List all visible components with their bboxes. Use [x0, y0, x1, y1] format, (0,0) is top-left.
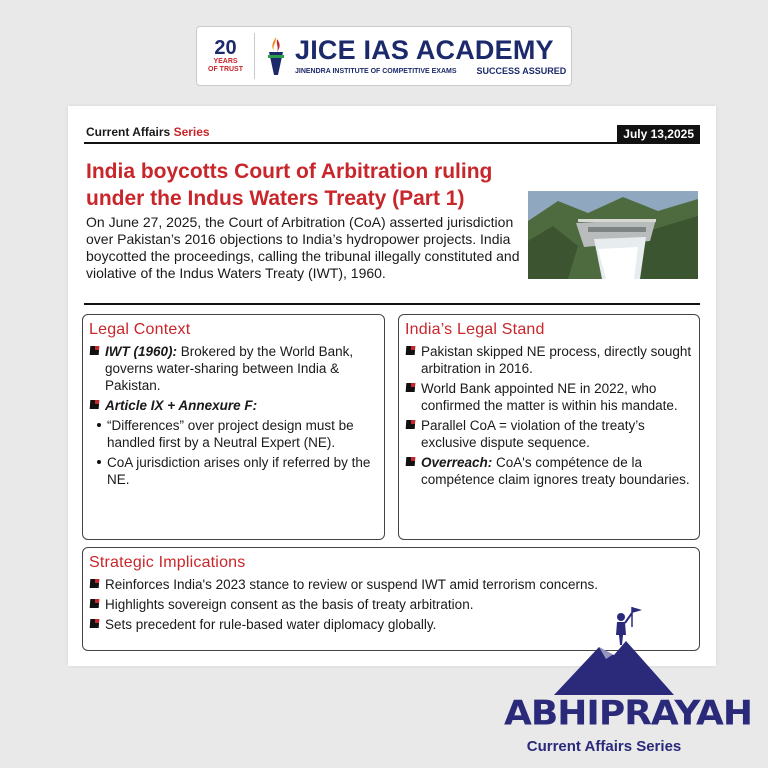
- series-label: [86, 125, 210, 139]
- legal-context-heading: Legal Context: [89, 321, 191, 338]
- abhiprayah-brand: ABHIPRAYAH: [504, 694, 752, 733]
- series-word: Series: [173, 125, 210, 139]
- years-number: 20: [214, 37, 237, 59]
- date-badge: July 13,2025: [617, 125, 700, 143]
- academy-brand: [295, 36, 566, 76]
- list-item: [405, 454, 693, 488]
- abhiprayah-subtitle: Current Affairs Series: [526, 738, 682, 755]
- item-bold-label: Article IX + Annexure F:: [105, 398, 258, 413]
- legal-context-box: [82, 314, 385, 540]
- section-divider: [84, 303, 700, 305]
- sub-list-item: CoA jurisdiction arises only if referred by the NE.: [93, 454, 378, 488]
- list-item: Reinforces India's 2023 stance to review or suspend IWT amid terrorism concerns.: [89, 576, 693, 593]
- of-trust-text: OF TRUST: [208, 66, 243, 73]
- item-text: Brokered by the World Bank, governs water-sharing between India & Pakistan.: [105, 344, 354, 393]
- academy-name: JICE IAS ACADEMY: [295, 35, 554, 65]
- tagline: SUCCESS ASSURED: [476, 66, 567, 76]
- legal-stand-heading: India’s Legal Stand: [405, 321, 545, 338]
- sub-list-item: “Differences” over project design must be handled first by a Neutral Expert (NE).: [93, 417, 378, 451]
- years-of-trust-badge: [197, 33, 255, 79]
- item-text: CoA's compétence de la compétence claim ignores treaty boundaries.: [421, 455, 690, 487]
- list-item: Parallel CoA = violation of the treaty’s exclusive dispute sequence.: [405, 417, 693, 451]
- article-intro: On June 27, 2025, the Court of Arbitration (CoA) asserted jurisdiction over Pakistan’s 2016 objections to India’s hydropower projects. India boycotted the proceedings, calling the tribunal illegally constituted and violative of the Indus Waters Treaty (IWT), 1960.: [86, 214, 520, 281]
- list-item: World Bank appointed NE in 2022, who confirmed the matter is within his mandate.: [405, 380, 693, 414]
- academy-logo-card: [196, 26, 572, 86]
- list-item: Highlights sovereign consent as the basis of treaty arbitration.: [89, 596, 693, 613]
- academy-full-name: JINENDRA INSTITUTE OF COMPETITIVE EXAMS: [295, 67, 457, 75]
- list-item: [89, 397, 378, 414]
- list-item: [89, 343, 378, 394]
- torch-logo-icon: [259, 33, 293, 79]
- list-item: Pakistan skipped NE process, directly sought arbitration in 2016.: [405, 343, 693, 377]
- item-bold-label: Overreach:: [421, 455, 493, 470]
- years-text: YEARS: [213, 58, 238, 65]
- legal-stand-box: [398, 314, 700, 540]
- article-card: [68, 106, 716, 666]
- dam-photo: [528, 191, 698, 279]
- article-title: India boycotts Court of Arbitration ruling under the Indus Waters Treaty (Part 1): [86, 160, 493, 210]
- series-prefix: Current Affairs: [86, 125, 174, 139]
- series-bar: [84, 124, 700, 144]
- list-item: Sets precedent for rule-based water diplomacy globally.: [89, 616, 693, 633]
- strategic-heading: Strategic Implications: [89, 554, 246, 571]
- item-bold-label: IWT (1960):: [105, 344, 178, 359]
- mountain-flag-icon: [554, 605, 674, 695]
